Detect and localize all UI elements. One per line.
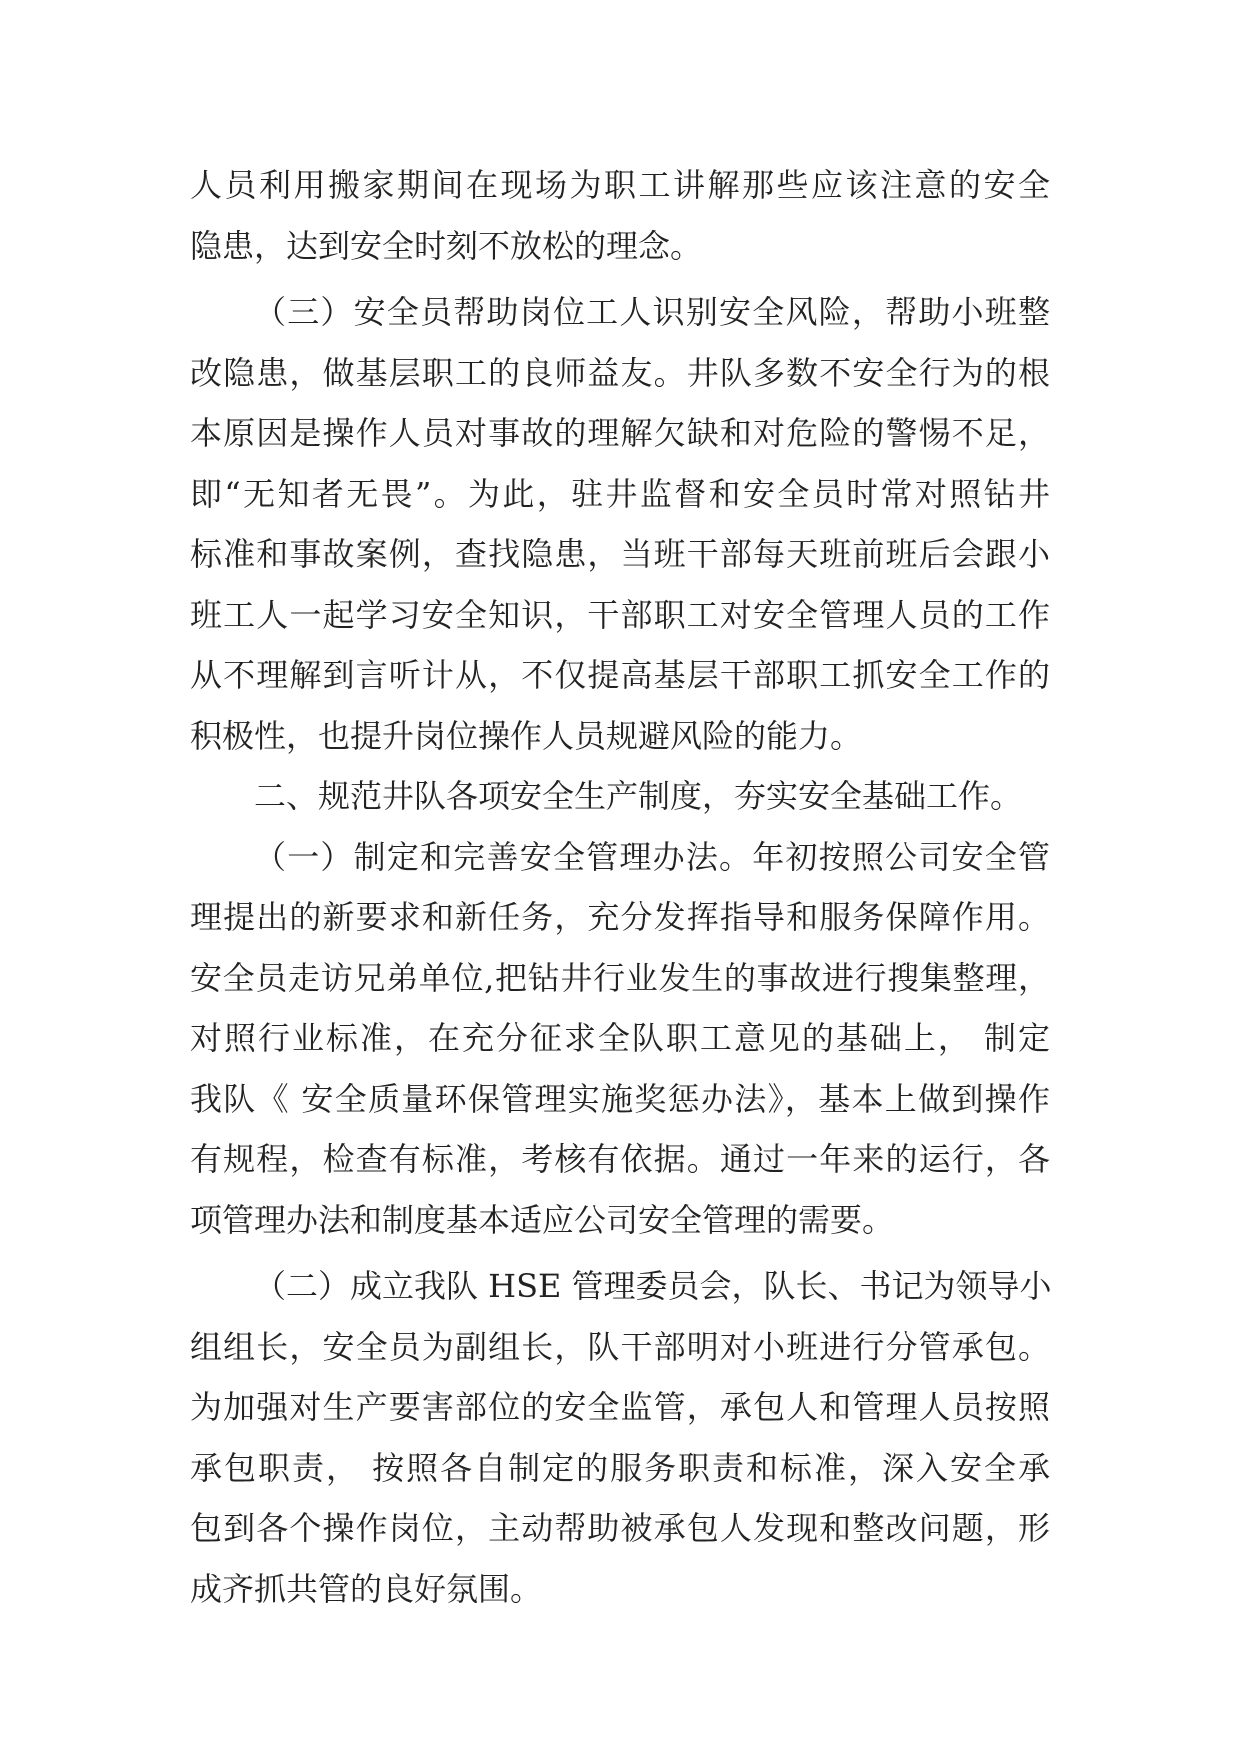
text-line: 组组长，安全员为副组长，队干部明对小班进行分管承包。: [190, 1327, 1050, 1366]
paragraph: [190, 282, 1050, 766]
text-line: 标准和事故案例，查找隐患，当班干部每天班前班后会跟小: [190, 535, 1050, 573]
text-line: 人员利用搬家期间在现场为职工讲解那些应该注意的安全: [190, 166, 1050, 204]
document-body: [190, 155, 1050, 1619]
text-line: 班工人一起学习安全知识，干部职工对安全管理人员的工作: [190, 595, 1050, 634]
text-line: 安全员走访兄弟单位,把钻井行业发生的事故进行搜集整理，: [190, 958, 1050, 997]
section-heading: [190, 766, 1050, 827]
text-line: 本原因是操作人员对事故的理解欠缺和对危险的警惕不足，: [190, 414, 1050, 452]
text-line: （二）成立我队 HSE 管理委员会，队长、书记为领导小: [254, 1267, 1052, 1305]
text-line: （一）制定和完善安全管理办法。年初按照公司安全管: [254, 837, 1050, 876]
text-line: （三）安全员帮助岗位工人识别安全风险，帮助小班整: [254, 293, 1050, 331]
text-line: 为加强对生产要害部位的安全监管，承包人和管理人员按照: [190, 1388, 1050, 1426]
text-line: 积极性，也提升岗位操作人员规避风险的能力。: [190, 716, 863, 755]
text-line: 项管理办法和制度基本适应公司安全管理的需要。: [190, 1200, 895, 1239]
paragraph: [190, 827, 1050, 1251]
text-line: 理提出的新要求和新任务，充分发挥指导和服务保障作用。: [190, 898, 1050, 936]
text-line: 二、规范井队各项安全生产制度，夯实安全基础工作。: [254, 777, 1023, 815]
text-line: 改隐患，做基层职工的良师益友。井队多数不安全行为的根: [190, 353, 1050, 392]
text-line: 即“无知者无畏”。为此，驻井监督和安全员时常对照钻井: [190, 474, 1050, 513]
text-line: 有规程，检查有标准，考核有依据。通过一年来的运行，各: [190, 1140, 1050, 1178]
text-line: 隐患，达到安全时刻不放松的理念。: [190, 226, 703, 265]
text-line: 成齐抓共管的良好氛围。: [190, 1569, 543, 1608]
paragraph: [190, 155, 1050, 276]
paragraph: [190, 1256, 1050, 1619]
text-line: 包到各个操作岗位，主动帮助被承包人发现和整改问题，形: [190, 1509, 1050, 1547]
text-line: 承包职责， 按照各自制定的服务职责和标准，深入安全承: [190, 1448, 1050, 1487]
text-line: 从不理解到言听计从，不仅提高基层干部职工抓安全工作的: [190, 656, 1050, 694]
text-line: 我队《 安全质量环保管理实施奖惩办法》，基本上做到操作: [190, 1079, 1050, 1118]
text-line: 对照行业标准，在充分征求全队职工意见的基础上， 制定: [190, 1019, 1050, 1057]
